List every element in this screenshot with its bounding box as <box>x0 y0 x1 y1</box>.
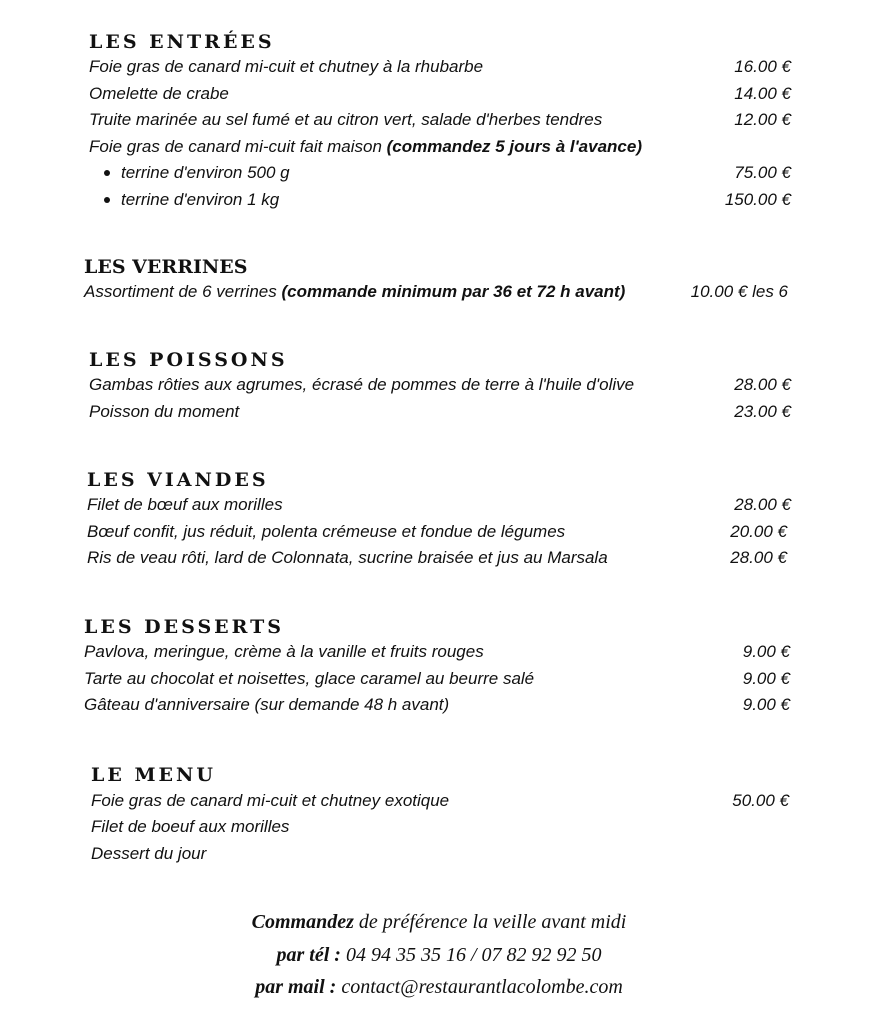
item-name: Foie gras de canard mi-cuit et chutney à la rhubarbe <box>89 57 484 76</box>
menu-item <box>89 160 791 186</box>
item-price: 23.00 € <box>734 402 791 421</box>
item-note: (commande minimum par 36 et 72 h avant) <box>281 282 626 301</box>
item-name-text: Foie gras de canard mi-cuit fait maison <box>89 137 387 156</box>
section-title-menu: LE MENU <box>91 764 216 786</box>
section-title-poissons: LES POISSONS <box>89 349 288 371</box>
menu-item <box>89 372 791 398</box>
menu-item <box>84 692 790 718</box>
item-name: Gâteau d'anniversaire (sur demande 48 h avant) <box>84 695 450 714</box>
bullet-icon <box>104 197 110 203</box>
item-name: Pavlova, meringue, crème à la vanille et fruits rouges <box>84 642 484 661</box>
menu-item <box>91 841 789 867</box>
menu-item <box>87 492 791 518</box>
email-label: par mail : <box>255 976 337 998</box>
order-info-line <box>0 911 878 934</box>
phone-line <box>0 944 878 967</box>
order-text: de préférence la veille avant midi <box>353 911 627 933</box>
item-name: terrine d'environ 1 kg <box>121 190 280 209</box>
item-note: (commandez 5 jours à l'avance) <box>386 137 642 156</box>
item-price: 150.00 € <box>724 190 791 209</box>
item-name: Foie gras de canard mi-cuit et chutney exotique <box>91 791 450 810</box>
item-name: Filet de boeuf aux morilles <box>91 817 290 836</box>
item-name: Ris de veau rôti, lard de Colonnata, sucrine braisée et jus au Marsala <box>87 548 608 567</box>
item-name: Omelette de crabe <box>89 84 229 103</box>
item-price: 50.00 € <box>732 791 789 810</box>
item-price: 14.00 € <box>734 84 791 103</box>
section-title-verrines: LES VERRINES <box>84 256 248 278</box>
item-price: 20.00 € <box>730 522 787 541</box>
phone-label: par tél : <box>276 944 341 966</box>
email-line <box>0 976 878 999</box>
section-title-desserts: LES DESSERTS <box>84 616 284 638</box>
bullet-icon <box>104 170 110 176</box>
item-price: 9.00 € <box>742 669 790 688</box>
item-price: 28.00 € <box>734 375 791 394</box>
item-name: Tarte au chocolat et noisettes, glace caramel au beurre salé <box>84 669 535 688</box>
email-address[interactable]: contact@restaurantlacolombe.com <box>336 976 623 998</box>
menu-item <box>89 134 791 160</box>
menu-item <box>84 666 790 692</box>
menu-item <box>89 81 791 107</box>
menu-item <box>91 788 789 814</box>
section-title-viandes: LES VIANDES <box>87 469 269 491</box>
item-price: 12.00 € <box>734 110 791 129</box>
item-name-text: Assortiment de 6 verrines <box>84 282 282 301</box>
item-name <box>89 134 642 160</box>
menu-item <box>89 54 791 80</box>
item-name: Truite marinée au sel fumé et au citron vert, salade d'herbes tendres <box>89 110 603 129</box>
item-name <box>84 279 625 305</box>
menu-item <box>89 399 791 425</box>
menu-item <box>91 814 789 840</box>
menu-item <box>89 187 791 213</box>
item-name: terrine d'environ 500 g <box>121 163 290 182</box>
menu-item <box>87 519 787 545</box>
order-label: Commandez <box>251 911 354 933</box>
section-title-entrees: LES ENTRÉES <box>89 31 275 53</box>
menu-item <box>84 639 790 665</box>
menu-item <box>89 107 791 133</box>
item-name: Poisson du moment <box>89 402 240 421</box>
item-price: 28.00 € <box>730 548 787 567</box>
item-name: Gambas rôties aux agrumes, écrasé de pommes de terre à l'huile d'olive <box>89 375 635 394</box>
item-price: 28.00 € <box>734 495 791 514</box>
menu-item <box>84 279 788 305</box>
item-price: 16.00 € <box>734 57 791 76</box>
menu-item <box>87 545 787 571</box>
item-name: Filet de bœuf aux morilles <box>87 495 283 514</box>
item-price: 75.00 € <box>734 163 791 182</box>
item-price: 10.00 € les 6 <box>690 282 788 301</box>
item-price: 9.00 € <box>742 642 790 661</box>
item-price: 9.00 € <box>742 695 790 714</box>
item-name: Bœuf confit, jus réduit, polenta crémeuse et fondue de légumes <box>87 522 566 541</box>
item-name: Dessert du jour <box>91 844 207 863</box>
phone-numbers: 04 94 35 35 16 / 07 82 92 92 50 <box>340 944 602 966</box>
